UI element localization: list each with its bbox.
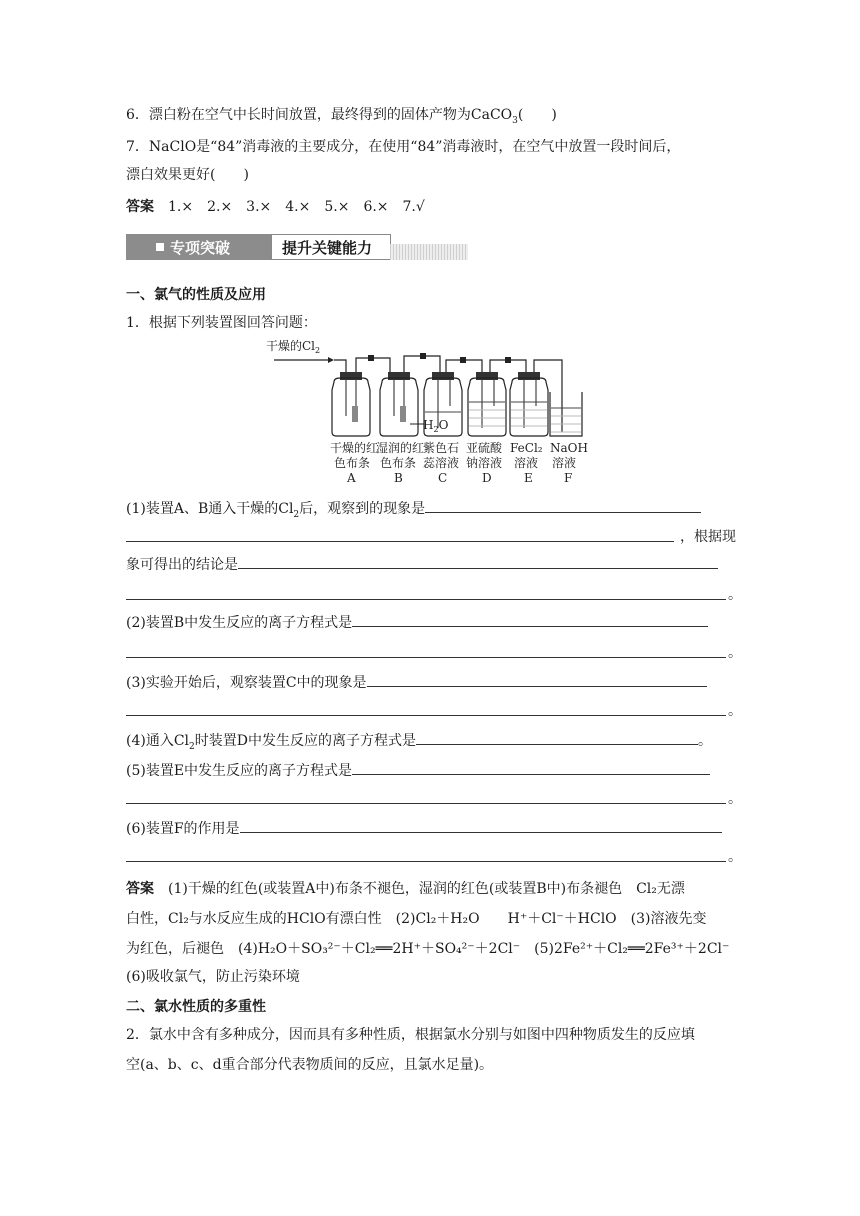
answer-blank[interactable] [126, 656, 726, 658]
label-a-line1: 干燥的红 [330, 441, 379, 455]
subq-4 [126, 730, 712, 750]
section-banner [126, 234, 468, 260]
subq-1-line1 [126, 498, 701, 518]
label-b-line1: 湿润的红 [376, 441, 425, 455]
bottle-b [380, 372, 424, 436]
subq-3 [126, 672, 707, 692]
inlet-label: 干燥的$Cl_2$ [266, 339, 321, 355]
subq-2 [126, 612, 708, 632]
label-a-line2: 色布条 [334, 456, 371, 470]
answer-blank[interactable] [367, 672, 707, 687]
label-b-line2: 色布条 [380, 456, 417, 470]
banner-left-block [126, 234, 271, 260]
period: 。 [728, 849, 742, 865]
subq-4-text-a: (4)通入Cl [126, 733, 190, 749]
beaker-f [550, 392, 582, 436]
period: 。 [728, 791, 742, 807]
answer-blank[interactable] [352, 760, 710, 775]
answer-blank[interactable] [425, 498, 701, 513]
answer-blank[interactable] [238, 554, 718, 569]
answer1-line2: 白性，Cl₂与水反应生成的HClO有漂白性 (2)Cl₂＋H₂O H⁺＋Cl⁻＋HClO (3)溶液先变 [126, 911, 707, 927]
period: 。 [698, 733, 712, 749]
period: 。 [728, 645, 742, 661]
label-e-letter: E [524, 471, 533, 485]
answer-text: 1.× 2.× 3.× 4.× 5.× 6.× 7.√ [168, 199, 425, 215]
answer-blank[interactable] [240, 818, 722, 833]
subq-4-sub: 2 [189, 741, 195, 752]
answer1-line1 [126, 878, 685, 898]
answer1-label: 答案 [126, 881, 154, 897]
subq-1-text-b: 后，观察到的现象是 [299, 501, 426, 517]
answer-blank[interactable] [126, 714, 726, 716]
question-7-line2: 漂白效果更好( ) [126, 167, 249, 183]
question-6 [126, 104, 557, 124]
period: 。 [728, 587, 742, 603]
bottle-e [510, 372, 548, 436]
subq-2-text: (2)装置B中发生反应的离子方程式是 [126, 615, 353, 631]
label-e-line1: FeCl₂ [510, 441, 543, 455]
section1-title: 一、氯气的性质及应用 [126, 287, 266, 303]
question-1: 1．根据下列装置图回答问题： [126, 315, 317, 331]
label-d-line1: 亚硫酸 [466, 441, 503, 455]
bottle-a [332, 372, 370, 436]
answer1-line3: 为红色，后褪色 (4)H₂O＋SO₃²⁻＋Cl₂══2H⁺＋SO₄²⁻＋2Cl⁻ (5)2Fe²⁺＋Cl₂══2Fe³⁺＋2Cl⁻ [126, 941, 730, 957]
water-label: $H_2O$ [423, 418, 449, 434]
label-d-line2: 钠溶液 [466, 456, 503, 470]
question-6-text: 6．漂白粉在空气中长时间放置，最终得到的固体产物为CaCO [126, 107, 513, 123]
answer-row [126, 196, 425, 216]
subq-1-sub: 2 [293, 509, 300, 520]
arrow-icon [328, 357, 334, 363]
question-2-line1: 2．氯水中含有多种成分，因而具有多种性质，根据氯水分别与如图中四种物质发生的反应填 [126, 1027, 695, 1043]
label-d-letter: D [482, 471, 492, 485]
subq-1-text-c: ，根据现 [680, 529, 736, 545]
question-7-line1: 7．NaClO是“84”消毒液的主要成分，在使用“84”消毒液时，在空气中放置一段时间后， [126, 139, 681, 155]
subq-3-text: (3)实验开始后，观察装置C中的现象是 [126, 675, 367, 691]
question-2-line2: 空(a、b、c、d重合部分代表物质间的反应，且氯水足量)。 [126, 1057, 494, 1073]
label-c-line1: 紫色石 [423, 441, 460, 455]
label-c-line2: 蕊溶液 [423, 456, 460, 470]
label-f-line1: NaOH [550, 441, 588, 455]
answer-blank[interactable] [126, 540, 674, 542]
answer-blank[interactable] [126, 598, 726, 600]
bottle-d [468, 372, 506, 436]
subq-6 [126, 818, 722, 838]
square-icon [156, 243, 164, 251]
label-b-letter: B [394, 471, 403, 485]
label-a-letter: A [347, 471, 356, 485]
subq-1-text-a: (1)装置A、B通入干燥的Cl [126, 501, 294, 517]
banner-right-text: 提升关键能力 [282, 239, 373, 257]
answer1-text-1: (1)干燥的红色(或装置A中)布条不褪色，湿润的红色(或装置B中)布条褪色 Cl₂无漂 [168, 881, 685, 897]
answer-blank[interactable] [416, 730, 698, 745]
apparatus-svg [260, 336, 590, 486]
period: 。 [728, 703, 742, 719]
answer1-line4: (6)吸收氯气，防止污染环境 [126, 969, 300, 985]
label-e-line2: 溶液 [514, 456, 539, 470]
label-f-letter: F [564, 471, 573, 485]
question-6-sub: 3 [512, 115, 518, 126]
label-f-line2: 溶液 [552, 456, 577, 470]
subq-5 [126, 760, 710, 780]
section2-title: 二、氯水性质的多重性 [126, 999, 266, 1015]
subq-1-text-d: 象可得出的结论是 [126, 557, 238, 573]
apparatus-diagram [260, 336, 590, 486]
banner-right-block [271, 234, 391, 260]
question-6-bracket: ( ) [517, 107, 557, 123]
answer-label: 答案 [126, 199, 154, 215]
banner-stripe-decoration [390, 244, 468, 260]
answer-blank[interactable] [126, 860, 726, 862]
subq-6-text: (6)装置F的作用是 [126, 821, 240, 837]
subq-5-text: (5)装置E中发生反应的离子方程式是 [126, 763, 353, 779]
subq-1-line3 [126, 554, 718, 574]
banner-left-text: 专项突破 [170, 239, 231, 257]
answer-blank[interactable] [352, 612, 708, 627]
subq-4-text-b: 时装置D中发生反应的离子方程式是 [194, 733, 416, 749]
label-c-letter: C [438, 471, 448, 485]
answer-blank[interactable] [126, 802, 726, 804]
